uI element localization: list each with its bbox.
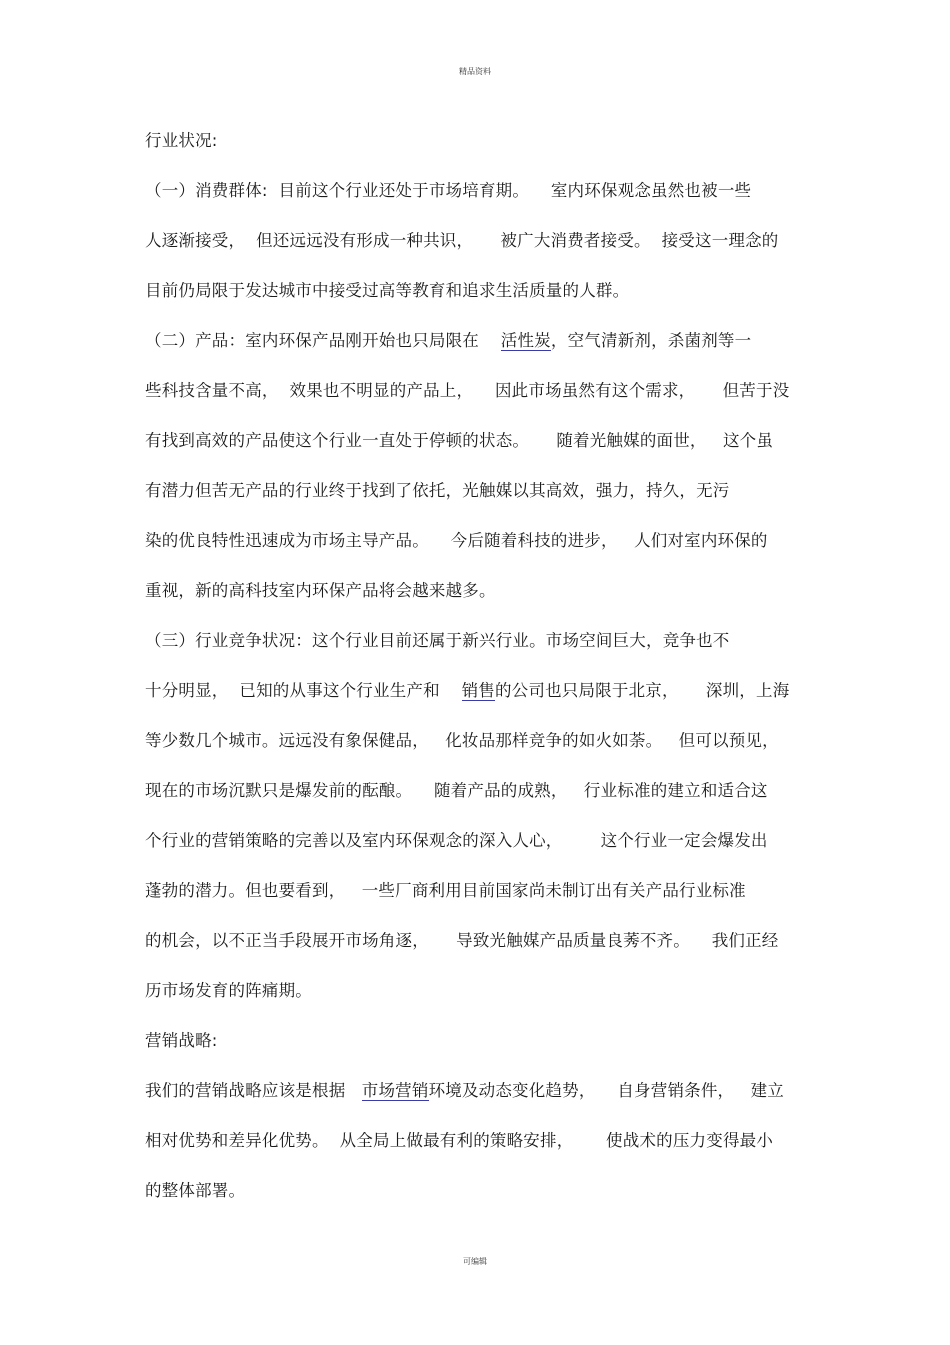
text-line bbox=[145, 228, 810, 278]
text-line bbox=[145, 128, 810, 178]
page-header-note: 精品资料 bbox=[459, 67, 491, 76]
text-line bbox=[145, 628, 810, 678]
text-line bbox=[145, 378, 810, 428]
text-line bbox=[145, 428, 810, 478]
text-line bbox=[145, 528, 810, 578]
text-segment: 重视，新的高科技室内环保产品将会越来越多。 bbox=[145, 581, 496, 600]
text-segment: 人逐渐接受， 但还远远没有形成一种共识， 被广大消费者接受。 接受这一理念的 bbox=[145, 231, 779, 250]
text-line bbox=[145, 478, 810, 528]
text-segment: 相对优势和差异化优势。 从全局上做最有利的策略安排， 使战术的压力变得最小 bbox=[145, 1131, 774, 1150]
text-line bbox=[145, 678, 810, 728]
text-line bbox=[145, 828, 810, 878]
section-heading bbox=[145, 1028, 810, 1078]
text-segment: 目前仍局限于发达城市中接受过高等教育和追求生活质量的人群。 bbox=[145, 281, 630, 300]
text-segment: 历市场发育的阵痛期。 bbox=[145, 981, 312, 1000]
text-segment: 等少数几个城市。远远没有象保健品， 化妆品那样竞争的如火如荼。 但可以预见， bbox=[145, 731, 779, 750]
text-segment: 个行业的营销策略的完善以及室内环保观念的深入人心， 这个行业一定会爆发出 bbox=[145, 831, 768, 850]
text-line bbox=[145, 1078, 810, 1128]
text-segment: 的公司也只局限于北京， 深圳，上海 bbox=[494, 681, 790, 700]
text-segment: 有找到高效的产品使这个行业一直处于停顿的状态。 随着光触媒的面世， 这个虽 bbox=[145, 431, 774, 450]
text-line bbox=[145, 978, 810, 1028]
text-segment: （三）行业竞争状况：这个行业目前还属于新兴行业。市场空间巨大，竞争也不 bbox=[145, 631, 730, 650]
text-line bbox=[145, 1128, 810, 1178]
text-segment: 现在的市场沉默只是爆发前的酝酿。 随着产品的成熟， 行业标准的建立和适合这 bbox=[145, 781, 768, 800]
text-segment: 些科技含量不高， 效果也不明显的产品上， 因此市场虽然有这个需求， 但苦于没 bbox=[145, 381, 790, 400]
text-segment: 的机会，以不正当手段展开市场角逐， 导致光触媒产品质量良莠不齐。 我们正经 bbox=[145, 931, 779, 950]
text-line bbox=[145, 778, 810, 828]
text-segment: （二）产品：室内环保产品刚开始也只局限在 bbox=[145, 331, 501, 350]
text-segment: （一）消费群体: 目前这个行业还处于市场培育期。 室内环保观念虽然也被一些 bbox=[145, 181, 752, 200]
page-footer-note: 可编辑 bbox=[463, 1257, 487, 1266]
text-segment: 环境及动态变化趋势， 自身营销条件， 建立 bbox=[428, 1081, 784, 1100]
text-segment: 的整体部署。 bbox=[145, 1181, 246, 1200]
sales-link[interactable]: 销售 bbox=[461, 681, 495, 700]
text-line bbox=[145, 878, 810, 928]
text-line bbox=[145, 1178, 810, 1228]
text-line bbox=[145, 328, 810, 378]
text-segment: 有潜力但苦无产品的行业终于找到了依托，光触媒以其高效，强力，持久，无污 bbox=[145, 481, 730, 500]
text-line bbox=[145, 928, 810, 978]
document-body bbox=[145, 128, 810, 1228]
text-segment: 染的优良特性迅速成为市场主导产品。 今后随着科技的进步， 人们对室内环保的 bbox=[145, 531, 768, 550]
text-segment: 行业状况: bbox=[145, 131, 218, 150]
text-line bbox=[145, 728, 810, 778]
text-segment: 营销战略: bbox=[145, 1031, 218, 1050]
text-line bbox=[145, 278, 810, 328]
text-line bbox=[145, 178, 810, 228]
text-segment: 十分明显， 已知的从事这个行业生产和 bbox=[145, 681, 462, 700]
text-line bbox=[145, 578, 810, 628]
marketing-link[interactable]: 市场营销 bbox=[361, 1081, 429, 1100]
text-segment: 蓬勃的潜力。但也要看到， 一些厂商利用目前国家尚未制订出有关产品行业标准 bbox=[145, 881, 746, 900]
text-segment: ，空气清新剂，杀菌剂等一 bbox=[550, 331, 752, 350]
text-segment: 我们的营销战略应该是根据 bbox=[145, 1081, 362, 1100]
activated-carbon-link[interactable]: 活性炭 bbox=[500, 331, 551, 350]
